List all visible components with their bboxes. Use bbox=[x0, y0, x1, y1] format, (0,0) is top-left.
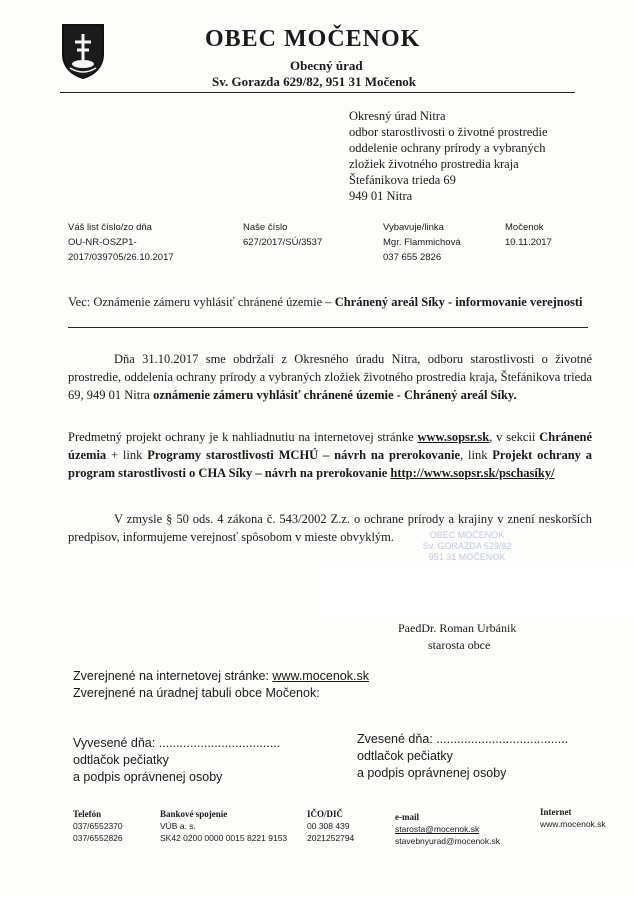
footer-bank bbox=[160, 808, 287, 844]
paragraph-text: Predmetný projekt ochrany je k nahliadnutiu na internetovej stránke bbox=[68, 430, 418, 444]
recipient-line: odbor starostlivosti o životné prostredie bbox=[349, 125, 548, 139]
footer-phone-value: 037/6552826 bbox=[73, 833, 123, 843]
your-reference-value: OU-NR-OSZP1- bbox=[68, 237, 137, 248]
subject-prefix: Vec: Oznámenie zámeru vyhlásiť chránené územie – bbox=[68, 295, 335, 309]
handler-phone: 037 655 2826 bbox=[383, 252, 442, 263]
posted-signature-label: a podpis oprávnenej osoby bbox=[73, 770, 223, 784]
handler bbox=[383, 220, 461, 265]
our-reference bbox=[243, 220, 322, 250]
removed-stamp-label: odtlačok pečiatky bbox=[357, 749, 453, 763]
paragraph-text: + link bbox=[106, 448, 148, 462]
recipient-line: 949 01 Nitra bbox=[349, 189, 413, 203]
municipality-web-link[interactable]: www.mocenok.sk bbox=[272, 669, 369, 683]
footer-email-link[interactable]: starosta@mocenok.sk bbox=[395, 824, 480, 834]
paragraph-text: Dňa 31.10.2017 sme obdržali z Okresného úradu Nitra, odboru starostlivosti o životné prostredie, oddelenia ochrany prírody a vybraných zložiek životného prostredia kraja, Štefánikova trieda 69, 949 01 Nitra bbox=[68, 352, 592, 402]
notice-board-label: Zverejnené na úradnej tabuli obce Močenok: bbox=[73, 686, 320, 700]
signer-role: starosta obce bbox=[428, 638, 491, 652]
stamp-line: OBEC MOČENOK bbox=[429, 530, 505, 540]
coat-of-arms-icon bbox=[60, 22, 106, 80]
footer-email bbox=[395, 811, 500, 847]
footer-ico-label: IČO/DIČ bbox=[307, 809, 344, 819]
footer-ids bbox=[307, 808, 354, 844]
footer-email-label: e-mail bbox=[395, 812, 419, 822]
recipient-line: Štefánikova trieda 69 bbox=[349, 173, 456, 187]
sopsr-link[interactable]: www.sopsr.sk bbox=[417, 430, 490, 444]
paragraph-notice bbox=[68, 350, 592, 404]
footer-phone bbox=[73, 808, 123, 844]
removed-signature-label: a podpis oprávnenej osoby bbox=[357, 766, 507, 780]
footer-email-value: stavebnyurad@mocenok.sk bbox=[395, 836, 501, 846]
footer-bank-label: Bankové spojenie bbox=[160, 809, 228, 819]
letter-date: 10.11.2017 bbox=[505, 237, 552, 248]
letter-subject bbox=[68, 293, 598, 312]
recipient-line: Okresný úrad Nitra bbox=[349, 109, 446, 123]
paragraph-bold: Chránené územia bbox=[68, 430, 592, 462]
posted-date-field: Vyvesené dňa: ................................... bbox=[73, 736, 281, 750]
place-date bbox=[505, 220, 552, 250]
recipient-address bbox=[349, 108, 548, 204]
footer-phone-label: Telefón bbox=[73, 809, 102, 819]
recipient-line: zložiek životného prostredia kraja bbox=[349, 157, 519, 171]
signer-name: PaedDr. Roman Urbánik bbox=[398, 621, 517, 635]
stamp-line: Sv. GORAZDA 629/82 bbox=[422, 541, 512, 551]
office-name: Obecný úrad bbox=[290, 58, 363, 73]
stamp-line: 951 31 MOČENOK bbox=[428, 552, 506, 562]
recipient-line: oddelenie ochrany prírody a vybraných bbox=[349, 141, 546, 155]
removed-block bbox=[357, 731, 568, 782]
removed-date-field: Zvesené dňa: ...................................... bbox=[357, 732, 569, 746]
posted-block bbox=[73, 735, 280, 786]
official-stamp bbox=[392, 530, 542, 563]
header-divider bbox=[60, 92, 575, 93]
paragraph-bold: Programy starostlivosti MCHÚ – návrh na prerokovanie bbox=[147, 448, 461, 462]
municipality-title: OBEC MOČENOK bbox=[205, 26, 421, 52]
footer-bank-name: VÚB a. s. bbox=[160, 821, 196, 831]
paragraph-bold: oznámenie zámeru vyhlásiť chránené územie - Chránený areál Síky. bbox=[153, 388, 517, 402]
subject-divider bbox=[68, 327, 588, 328]
publication-label: Zverejnené na internetovej stránke: bbox=[73, 669, 273, 683]
paragraph-text: , v sekcii bbox=[489, 430, 540, 444]
your-reference-value: 2017/039705/26.10.2017 bbox=[68, 252, 174, 263]
paragraph-project bbox=[68, 428, 592, 482]
footer-web-label: Internet bbox=[540, 807, 572, 817]
publication-info bbox=[73, 668, 369, 702]
project-link[interactable]: http://www.sopsr.sk/pschasíky/ bbox=[390, 466, 555, 480]
paragraph-bold: Projekt ochrany a program starostlivosti o CHA Síky – návrh na prerokovanie bbox=[68, 448, 592, 480]
footer-web bbox=[540, 806, 606, 830]
paragraph-text: V zmysle § 50 ods. 4 zákona č. 543/2002 Z.z. o ochrane prírody a krajiny v znení neskorších predpisov, informujeme verejnosť spôsobom v mieste obvyklým. bbox=[68, 512, 592, 544]
your-reference-label: Váš list číslo/zo dňa bbox=[68, 222, 152, 233]
signer-block bbox=[398, 620, 516, 654]
your-reference bbox=[68, 220, 174, 265]
office-address: Sv. Gorazda 629/82, 951 31 Močenok bbox=[212, 74, 417, 89]
footer-phone-value: 037/6552370 bbox=[73, 821, 123, 831]
paragraph-text: , link bbox=[460, 448, 493, 462]
our-reference-value: 627/2017/SÚ/3537 bbox=[243, 237, 323, 248]
subject-title: Chránený areál Síky - informovanie verejnosti bbox=[334, 295, 583, 309]
footer-ico: 00 308 439 bbox=[307, 821, 350, 831]
our-reference-label: Naše číslo bbox=[243, 222, 288, 233]
footer-iban: SK42 0200 0000 0015 8221 9153 bbox=[160, 833, 288, 843]
place-label: Močenok bbox=[505, 222, 544, 233]
footer-dic: 2021252794 bbox=[307, 833, 355, 843]
posted-stamp-label: odtlačok pečiatky bbox=[73, 753, 169, 767]
handler-label: Vybavuje/linka bbox=[383, 222, 444, 233]
handler-name: Mgr. Flammichová bbox=[383, 237, 461, 248]
redacted-signature bbox=[318, 566, 634, 616]
footer-web-value: www.mocenok.sk bbox=[540, 819, 606, 829]
